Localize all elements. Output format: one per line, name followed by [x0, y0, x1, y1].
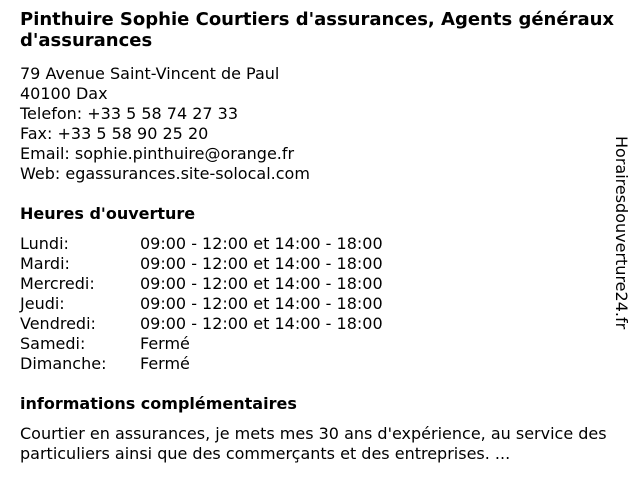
contact-block [20, 64, 310, 184]
info-heading: informations complémentaires [20, 394, 297, 413]
fax-number: Fax: +33 5 58 90 25 20 [20, 124, 209, 143]
hours-row-wednesday [20, 274, 383, 294]
day-label: Jeudi: [20, 294, 65, 313]
day-label: Mardi: [20, 254, 70, 273]
info-description: Courtier en assurances, je mets mes 30 ans d'expérience, au service des particuliers ainsi que des commerçants et des entreprises. ... [20, 424, 607, 463]
hours-row-saturday [20, 334, 383, 354]
address-city: 40100 Dax [20, 84, 108, 103]
day-label: Samedi: [20, 334, 86, 353]
hours-row-friday [20, 314, 383, 334]
hours-heading: Heures d'ouverture [20, 204, 196, 223]
day-hours: Fermé [140, 334, 190, 353]
email-address: Email: sophie.pinthuire@orange.fr [20, 144, 295, 163]
day-label: Lundi: [20, 234, 69, 253]
opening-hours-table [20, 234, 383, 374]
day-hours: 09:00 - 12:00 et 14:00 - 18:00 [140, 234, 383, 253]
website-url: Web: egassurances.site-solocal.com [20, 164, 310, 183]
day-label: Mercredi: [20, 274, 95, 293]
site-watermark: Horairesdouverture24.fr [612, 136, 631, 330]
hours-row-sunday [20, 354, 383, 374]
hours-row-thursday [20, 294, 383, 314]
hours-row-tuesday [20, 254, 383, 274]
day-hours: 09:00 - 12:00 et 14:00 - 18:00 [140, 274, 383, 293]
day-hours: 09:00 - 12:00 et 14:00 - 18:00 [140, 314, 383, 333]
day-label: Dimanche: [20, 354, 107, 373]
hours-row-monday [20, 234, 383, 254]
day-hours: 09:00 - 12:00 et 14:00 - 18:00 [140, 294, 383, 313]
phone-number: Telefon: +33 5 58 74 27 33 [20, 104, 239, 123]
business-name: Pinthuire Sophie Courtiers d'assurances, Agents généraux d'assurances [20, 9, 615, 51]
address-street: 79 Avenue Saint-Vincent de Paul [20, 64, 280, 83]
day-hours: Fermé [140, 354, 190, 373]
day-hours: 09:00 - 12:00 et 14:00 - 18:00 [140, 254, 383, 273]
day-label: Vendredi: [20, 314, 96, 333]
